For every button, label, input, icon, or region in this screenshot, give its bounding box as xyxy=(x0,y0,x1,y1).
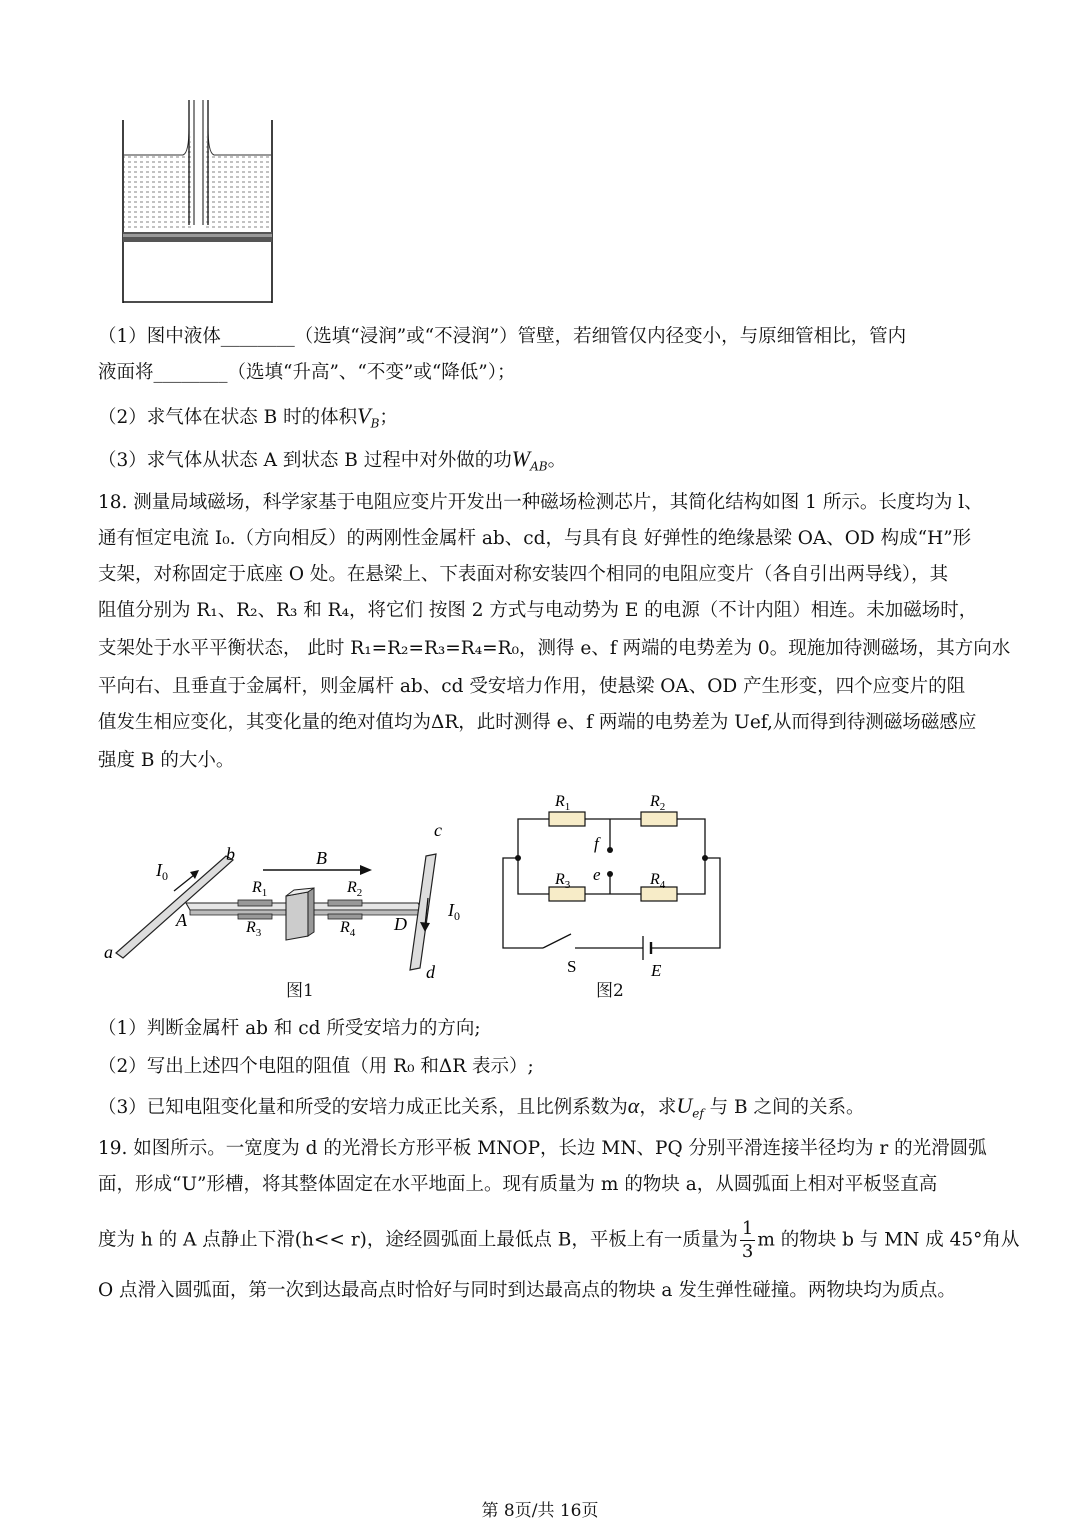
fig1-label-R2: $R_2$ xyxy=(347,879,363,899)
fig2-label-R2: $R_2$ xyxy=(650,793,666,813)
fig1-label-R3: $R_3$ xyxy=(246,919,262,939)
fig2-label-e: e xyxy=(593,865,601,884)
fraction-one-third: $\frac{1}{3}$ xyxy=(741,1218,754,1262)
fig1-label-b: b xyxy=(226,844,235,864)
q17-part1-line1: （1）图中液体________（选填“浸润”或“不浸润”）管壁，若细管仅内径变小，与原细管相比，管内 xyxy=(98,326,907,347)
q18-line-5: 支架处于水平平衡状态， 此时 R₁=R₂=R₃=R₄=R₀，测得 e、f 两端的电势差为 0。现施加待测磁场，其方向水 xyxy=(98,638,1011,659)
fig1-label-c: c xyxy=(434,820,442,840)
fig2-label-R1: $R_1$ xyxy=(555,793,571,813)
fig1-caption: 图1 xyxy=(286,981,314,1001)
q18-sub3: （3）已知电阻变化量和所受的安培力成正比关系，且比例系数为α，求$U_{ef}$ 与 B 之间的关系。 xyxy=(98,1093,865,1121)
q18-line-3: 支架，对称固定于底座 O 处。在悬梁上、下表面对称安装四个相同的电阻应变片（各自引出两导线），其 xyxy=(98,564,949,585)
q17-part1-line2: 液面将________（选填“升高”、“不变”或“降低”）； xyxy=(98,362,516,383)
fig1-label-B: B xyxy=(316,848,327,868)
fig1-label-a: a xyxy=(104,942,113,962)
q19-line-4: O 点滑入圆弧面，第一次到达最高点时恰好与同时到达最高点的物块 a 发生弹性碰撞。两物块均为质点。 xyxy=(98,1280,956,1301)
q19-line-1: 19. 如图所示。一宽度为 d 的光滑长方形平板 MNOP，长边 MN、PQ 分别平滑连接半径均为 r 的光滑圆弧 xyxy=(98,1138,987,1159)
fig1-label-R1: $R_1$ xyxy=(252,879,268,899)
q18-line-7: 值发生相应变化，其变化量的绝对值均为ΔR，此时测得 e、f 两端的电势差为 Uef,从而得到待测磁场磁感应 xyxy=(98,712,977,733)
q18-line-8: 强度 B 的大小。 xyxy=(98,750,235,771)
fig2-label-S: S xyxy=(567,957,577,976)
q18-line-4: 阻值分别为 R₁、R₂、R₃ 和 R₄，将它们 按图 2 方式与电动势为 E 的电源（不计内阻）相连。未加磁场时， xyxy=(98,600,978,621)
q18-line-6: 平向右、且垂直于金属杆，则金属杆 ab、cd 受安培力作用，使悬梁 OA、OD 产生形变，四个应变片的阻 xyxy=(98,676,966,697)
q18-sub2: （2）写出上述四个电阻的阻值（用 R₀ 和ΔR 表示）; xyxy=(98,1056,534,1077)
q17-part2: （2）求气体在状态 B 时的体积$V_B$； xyxy=(98,403,398,431)
fig1-label-D: D xyxy=(394,914,407,934)
fig1-label-I0-left: $I_0$ xyxy=(156,860,168,883)
q17-part3: （3）求气体从状态 A 到状态 B 过程中对外做的功$W_{AB}$。 xyxy=(98,446,567,474)
figure-1-h-bracket xyxy=(98,818,468,988)
figure-2-circuit xyxy=(495,788,735,980)
q19-line-3: 度为 h 的 A 点静止下滑(h<< r)，途经圆弧面上最低点 B，平板上有一质量为 $\frac{1}{3}$ m 的物块 b 与 MN 成 45°角从 xyxy=(98,1218,1020,1262)
fig2-caption: 图2 xyxy=(596,981,624,1001)
fig1-label-R4: $R_4$ xyxy=(340,919,356,939)
q18-line-1: 18. 测量局域磁场，科学家基于电阻应变片开发出一种磁场检测芯片，其简化结构如图 1 所示。长度均为 l、 xyxy=(98,492,983,513)
q18-line-2: 通有恒定电流 I₀.（方向相反）的两刚性金属杆 ab、cd，与具有良 好弹性的绝缘悬梁 OA、OD 构成“H”形 xyxy=(98,528,972,549)
page-number-footer: 第 8页/共 16页 xyxy=(481,1501,599,1521)
fig1-label-A: A xyxy=(176,910,187,930)
container-figure xyxy=(115,95,280,307)
fig2-label-R3: $R_3$ xyxy=(555,871,571,891)
q18-sub1: （1）判断金属杆 ab 和 cd 所受安培力的方向; xyxy=(98,1018,481,1039)
fig2-label-E: E xyxy=(651,961,662,980)
q19-line-2: 面，形成“U”形槽，将其整体固定在水平地面上。现有质量为 m 的物块 a，从圆弧面上相对平板竖直高 xyxy=(98,1174,938,1195)
fig1-label-I0-right: $I_0$ xyxy=(448,900,460,923)
fig1-label-d: d xyxy=(426,962,435,982)
fig2-label-f: f xyxy=(594,834,599,853)
fig2-label-R4: $R_4$ xyxy=(650,871,666,891)
